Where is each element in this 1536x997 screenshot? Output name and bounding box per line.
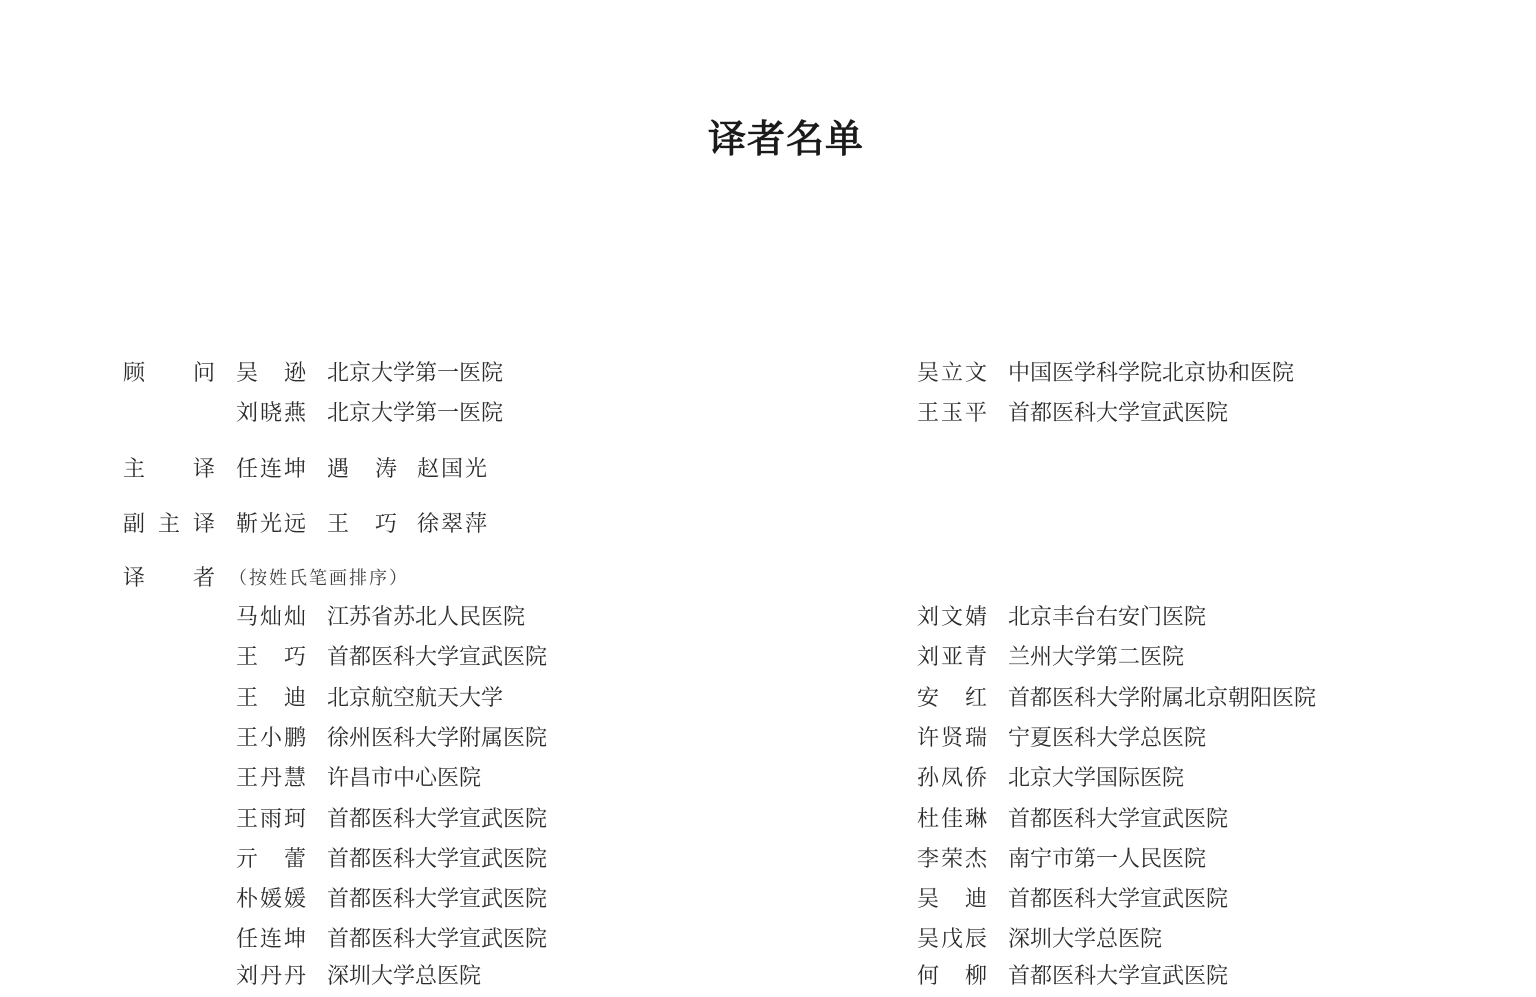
list-item bbox=[0, 840, 1536, 880]
translator-name: 王小鹏 bbox=[236, 726, 306, 751]
sort-order-note: （按姓氏笔画排序） bbox=[229, 568, 409, 589]
translator-org: 江苏省苏北人民医院 bbox=[327, 605, 526, 630]
translator-org: 首都医科大学宣武医院 bbox=[1008, 964, 1229, 989]
translator-org: 北京航空航天大学 bbox=[327, 686, 504, 711]
translator-org: 宁夏医科大学总医院 bbox=[1008, 726, 1207, 751]
list-item bbox=[0, 920, 1536, 960]
page-title: 译者名单 bbox=[707, 116, 864, 161]
role-label-chief: 主 译 bbox=[123, 457, 215, 482]
list-item bbox=[0, 719, 1536, 759]
chief-translator-name: 遇 涛 bbox=[327, 457, 397, 482]
deputy-translator-name: 徐翠萍 bbox=[417, 512, 487, 537]
translator-org: 北京大学国际医院 bbox=[1008, 766, 1185, 791]
role-label-translators: 译 者 bbox=[123, 566, 215, 591]
translator-org: 深圳大学总医院 bbox=[1008, 927, 1163, 952]
translator-name: 王 巧 bbox=[236, 645, 306, 670]
advisor-name: 吴 逊 bbox=[236, 361, 306, 386]
list-item bbox=[0, 679, 1536, 719]
translator-name: 王丹慧 bbox=[236, 766, 306, 791]
translator-name: 刘亚青 bbox=[917, 645, 987, 670]
list-item bbox=[0, 800, 1536, 840]
advisor-name: 王玉平 bbox=[917, 401, 987, 426]
list-item bbox=[0, 759, 1536, 799]
deputy-translator-name: 靳光远 bbox=[236, 512, 306, 537]
list-item bbox=[0, 598, 1536, 638]
translator-org: 首都医科大学宣武医院 bbox=[1008, 887, 1229, 912]
translator-org: 首都医科大学宣武医院 bbox=[327, 847, 548, 872]
translator-name: 刘文婧 bbox=[917, 605, 987, 630]
translator-org: 深圳大学总医院 bbox=[327, 964, 482, 989]
translator-org: 许昌市中心医院 bbox=[327, 766, 482, 791]
translator-org: 首都医科大学宣武医院 bbox=[327, 807, 548, 832]
translator-name: 刘丹丹 bbox=[236, 964, 306, 989]
translator-name: 何 柳 bbox=[917, 964, 987, 989]
role-label-advisor: 顾 问 bbox=[123, 361, 215, 386]
advisor-org: 北京大学第一医院 bbox=[327, 401, 504, 426]
advisor-name: 吴立文 bbox=[917, 361, 987, 386]
advisor-row bbox=[0, 354, 1536, 394]
translator-org: 首都医科大学宣武医院 bbox=[327, 927, 548, 952]
deputy-translators-row bbox=[0, 505, 1536, 545]
chief-translator-name: 赵国光 bbox=[417, 457, 487, 482]
translator-name: 任连坤 bbox=[236, 927, 306, 952]
advisor-org: 首都医科大学宣武医院 bbox=[1008, 401, 1229, 426]
translator-name: 王 迪 bbox=[236, 686, 306, 711]
translator-name: 吴 迪 bbox=[917, 887, 987, 912]
chief-translators-row bbox=[0, 450, 1536, 490]
translator-name: 亓 蕾 bbox=[236, 847, 306, 872]
translator-org: 南宁市第一人民医院 bbox=[1008, 847, 1207, 872]
translators-heading-row bbox=[0, 559, 1536, 599]
translator-org: 徐州医科大学附属医院 bbox=[327, 726, 548, 751]
translator-org: 首都医科大学宣武医院 bbox=[327, 887, 548, 912]
deputy-translator-name: 王 巧 bbox=[327, 512, 397, 537]
translator-org: 首都医科大学宣武医院 bbox=[327, 645, 548, 670]
advisor-org: 北京大学第一医院 bbox=[327, 361, 504, 386]
translator-name: 马灿灿 bbox=[236, 605, 306, 630]
translator-org: 北京丰台右安门医院 bbox=[1008, 605, 1207, 630]
list-item bbox=[0, 638, 1536, 678]
translator-org: 首都医科大学宣武医院 bbox=[1008, 807, 1229, 832]
advisor-org: 中国医学科学院北京协和医院 bbox=[1008, 361, 1295, 386]
chief-translator-name: 任连坤 bbox=[236, 457, 306, 482]
translator-name: 吴戊辰 bbox=[917, 927, 987, 952]
translator-org: 兰州大学第二医院 bbox=[1008, 645, 1185, 670]
translator-name: 朴媛媛 bbox=[236, 887, 306, 912]
translator-name: 王雨珂 bbox=[236, 807, 306, 832]
advisor-name: 刘晓燕 bbox=[236, 401, 306, 426]
translator-org: 首都医科大学附属北京朝阳医院 bbox=[1008, 686, 1317, 711]
translator-name: 安 红 bbox=[917, 686, 987, 711]
translator-name: 李荣杰 bbox=[917, 847, 987, 872]
translator-name: 许贤瑞 bbox=[917, 726, 987, 751]
list-item bbox=[0, 880, 1536, 920]
advisor-row bbox=[0, 394, 1536, 434]
translator-name: 杜佳琳 bbox=[917, 807, 987, 832]
translator-name: 孙凤侨 bbox=[917, 766, 987, 791]
list-item bbox=[0, 957, 1536, 997]
role-label-deputy: 副 主 译 bbox=[123, 512, 215, 537]
